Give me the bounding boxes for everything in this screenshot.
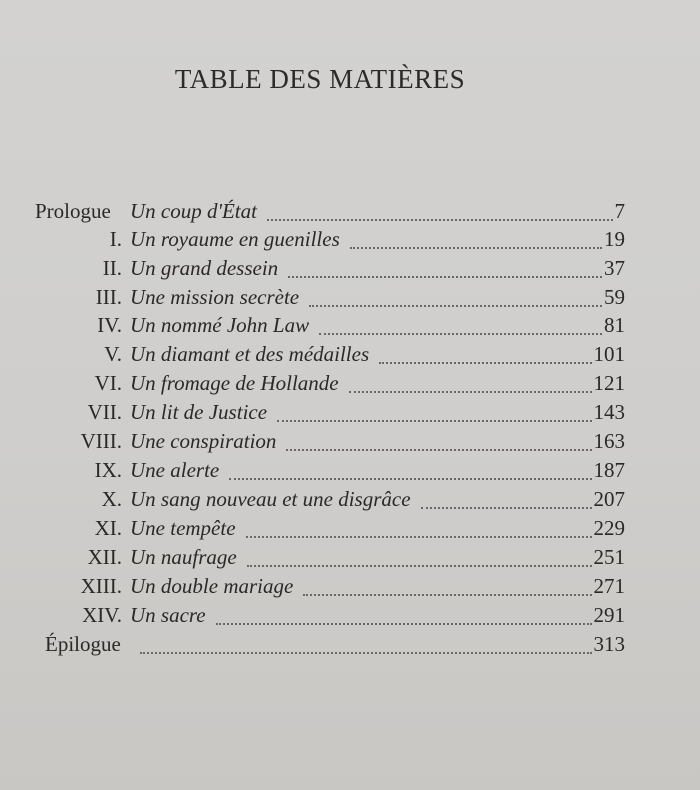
toc-row xyxy=(0,253,700,283)
toc-title: Une alerte xyxy=(130,458,220,482)
leader-dots xyxy=(350,247,602,249)
toc-row xyxy=(0,397,700,427)
toc-label: VI. xyxy=(94,371,122,395)
toc-row xyxy=(0,542,700,572)
toc-title: Une mission secrète xyxy=(130,285,300,309)
toc-label: I. xyxy=(109,227,122,251)
toc-row xyxy=(0,600,700,630)
toc-title: Un sacre xyxy=(130,603,206,627)
toc-row xyxy=(0,513,700,543)
leader-dots xyxy=(277,420,591,422)
toc-page: 163 xyxy=(593,429,625,453)
page-title: TABLE DES MATIÈRES xyxy=(174,64,466,94)
leader-dots xyxy=(247,565,592,567)
toc-title: Un royaume en guenilles xyxy=(130,227,340,251)
leader-dots xyxy=(319,333,602,335)
leader-dots xyxy=(379,362,591,364)
toc-row xyxy=(0,484,700,514)
toc-page: 101 xyxy=(593,342,625,366)
toc-label: X. xyxy=(101,487,122,511)
leader-dots xyxy=(309,305,602,307)
toc-page: 271 xyxy=(593,574,625,598)
toc-title: Un grand dessein xyxy=(130,256,279,280)
leader-dots xyxy=(421,507,592,509)
toc-label: Prologue xyxy=(35,199,111,223)
toc-label: Épilogue xyxy=(45,632,121,656)
toc-label: VIII. xyxy=(80,429,122,453)
toc-row xyxy=(0,310,700,340)
toc-row xyxy=(0,368,700,398)
toc-title: Une tempête xyxy=(130,516,236,540)
toc-label: XI. xyxy=(94,516,122,540)
leader-dots xyxy=(286,449,591,451)
toc-label: XII. xyxy=(87,545,122,569)
toc-page: 313 xyxy=(593,632,625,656)
toc-page: 229 xyxy=(593,516,625,540)
toc-title: Un sang nouveau et une disgrâce xyxy=(130,487,411,511)
toc-title: Un naufrage xyxy=(130,545,237,569)
toc-page: 291 xyxy=(593,603,625,627)
toc-page: 187 xyxy=(593,458,625,482)
toc-page: 207 xyxy=(593,487,625,511)
toc-page: 37 xyxy=(604,256,625,280)
toc-page: 121 xyxy=(593,371,625,395)
leader-dots xyxy=(140,652,592,654)
toc-label: VII. xyxy=(87,400,122,424)
toc-row xyxy=(0,339,700,369)
toc-title: Un double mariage xyxy=(130,574,294,598)
toc-title: Une conspiration xyxy=(130,429,277,453)
toc-row xyxy=(0,455,700,485)
toc-label: II. xyxy=(102,256,122,280)
toc-label: III. xyxy=(95,285,122,309)
leader-dots xyxy=(288,276,602,278)
toc-label: XIV. xyxy=(82,603,122,627)
toc-page: 81 xyxy=(604,313,625,337)
toc-title: Un coup d'État xyxy=(130,199,257,223)
toc-title: Un nommé John Law xyxy=(130,313,310,337)
toc-row xyxy=(0,224,700,254)
toc-row xyxy=(0,426,700,456)
toc-label: IX. xyxy=(94,458,122,482)
leader-dots xyxy=(229,478,591,480)
toc-page: 7 xyxy=(614,199,625,223)
toc-title: Un fromage de Hollande xyxy=(130,371,339,395)
toc-title: Un diamant et des médailles xyxy=(130,342,370,366)
toc-title: Un lit de Justice xyxy=(130,400,268,424)
toc-row-prologue xyxy=(0,196,700,226)
toc-page: 59 xyxy=(604,285,625,309)
toc-row xyxy=(0,282,700,312)
toc-label: XIII. xyxy=(80,574,122,598)
toc-label: V. xyxy=(104,342,122,366)
toc-row-epilogue xyxy=(0,629,700,659)
leader-dots xyxy=(349,391,592,393)
toc-label: IV. xyxy=(97,313,122,337)
leader-dots xyxy=(303,594,591,596)
toc-page: 251 xyxy=(593,545,625,569)
leader-dots xyxy=(246,536,592,538)
toc-page: 19 xyxy=(604,227,625,251)
leader-dots xyxy=(216,623,592,625)
toc-row xyxy=(0,571,700,601)
toc-page: 143 xyxy=(593,400,625,424)
leader-dots xyxy=(267,219,613,221)
